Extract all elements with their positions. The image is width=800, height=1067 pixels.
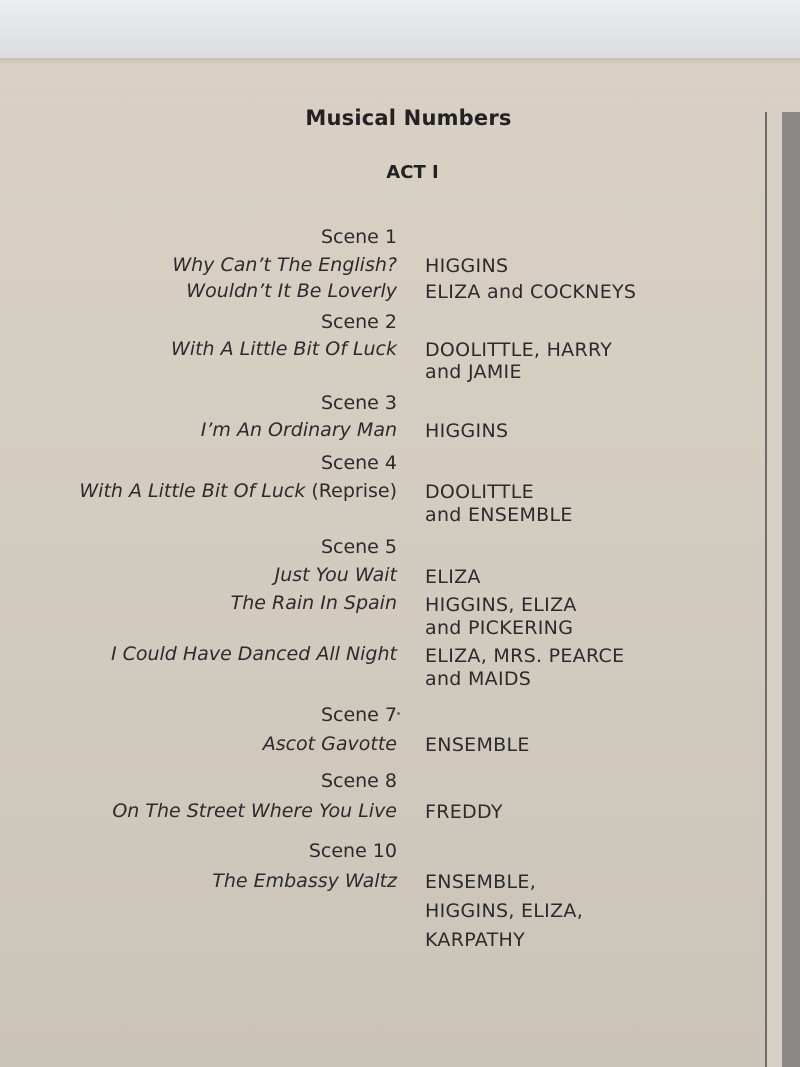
cast-line: ENSEMBLE — [425, 734, 530, 756]
song-title: With A Little Bit Of Luck — [171, 338, 397, 360]
scene-label: Scene 8 — [320, 770, 397, 792]
scene-label: Scene 1 — [320, 226, 397, 248]
background-surface — [0, 0, 800, 62]
cast-line: FREDDY — [425, 801, 503, 823]
cast-line: ELIZA, MRS. PEARCE — [425, 645, 625, 667]
song-title: Just You Wait — [274, 564, 397, 586]
cast-line: ELIZA — [425, 566, 481, 588]
scene-label: Scene 3 — [320, 392, 397, 414]
song-title: Wouldn’t It Be Loverly — [186, 280, 397, 302]
program-page — [0, 60, 800, 1067]
song-title-text: With A Little Bit Of Luck — [79, 480, 306, 502]
cast-line: HIGGINS — [425, 420, 509, 442]
song-title — [79, 480, 397, 502]
cast-line: and JAMIE — [425, 361, 522, 383]
song-title: The Embassy Waltz — [212, 870, 397, 892]
cast-line: KARPATHY — [425, 929, 525, 951]
cast-line: HIGGINS, ELIZA, — [425, 900, 584, 922]
cast-line: DOOLITTLE, HARRY — [425, 339, 613, 361]
scene-label: Scene 10 — [308, 840, 397, 862]
cast-line: DOOLITTLE — [425, 481, 534, 503]
cast-line: and MAIDS — [425, 668, 532, 690]
scene-label: Scene 2 — [320, 311, 397, 333]
cast-line: and PICKERING — [425, 617, 574, 639]
cast-line: ENSEMBLE, — [425, 871, 537, 893]
cast-line: HIGGINS, ELIZA — [425, 594, 577, 616]
page-top-edge — [0, 58, 800, 64]
cast-line: and ENSEMBLE — [425, 504, 573, 526]
scene-label: Scene 7 — [320, 704, 397, 726]
song-title: On The Street Where You Live — [112, 800, 397, 822]
scene-label: Scene 5 — [320, 536, 397, 558]
song-title: I’m An Ordinary Man — [200, 419, 397, 441]
cast-line: ELIZA and COCKNEYS — [425, 281, 637, 303]
scene-label: Scene 4 — [320, 452, 397, 474]
act-heading: ACT I — [386, 162, 439, 183]
cast-line: HIGGINS — [425, 255, 509, 277]
song-title: Ascot Gavotte — [262, 733, 397, 755]
page-binding-edge — [765, 112, 800, 1067]
song-title: I Could Have Danced All Night — [110, 643, 397, 665]
print-speck — [397, 712, 400, 715]
reprise-note: (Reprise) — [311, 480, 397, 502]
page-title: Musical Numbers — [305, 106, 512, 130]
song-title: Why Can’t The English? — [172, 254, 397, 276]
song-title: The Rain In Spain — [230, 592, 397, 614]
